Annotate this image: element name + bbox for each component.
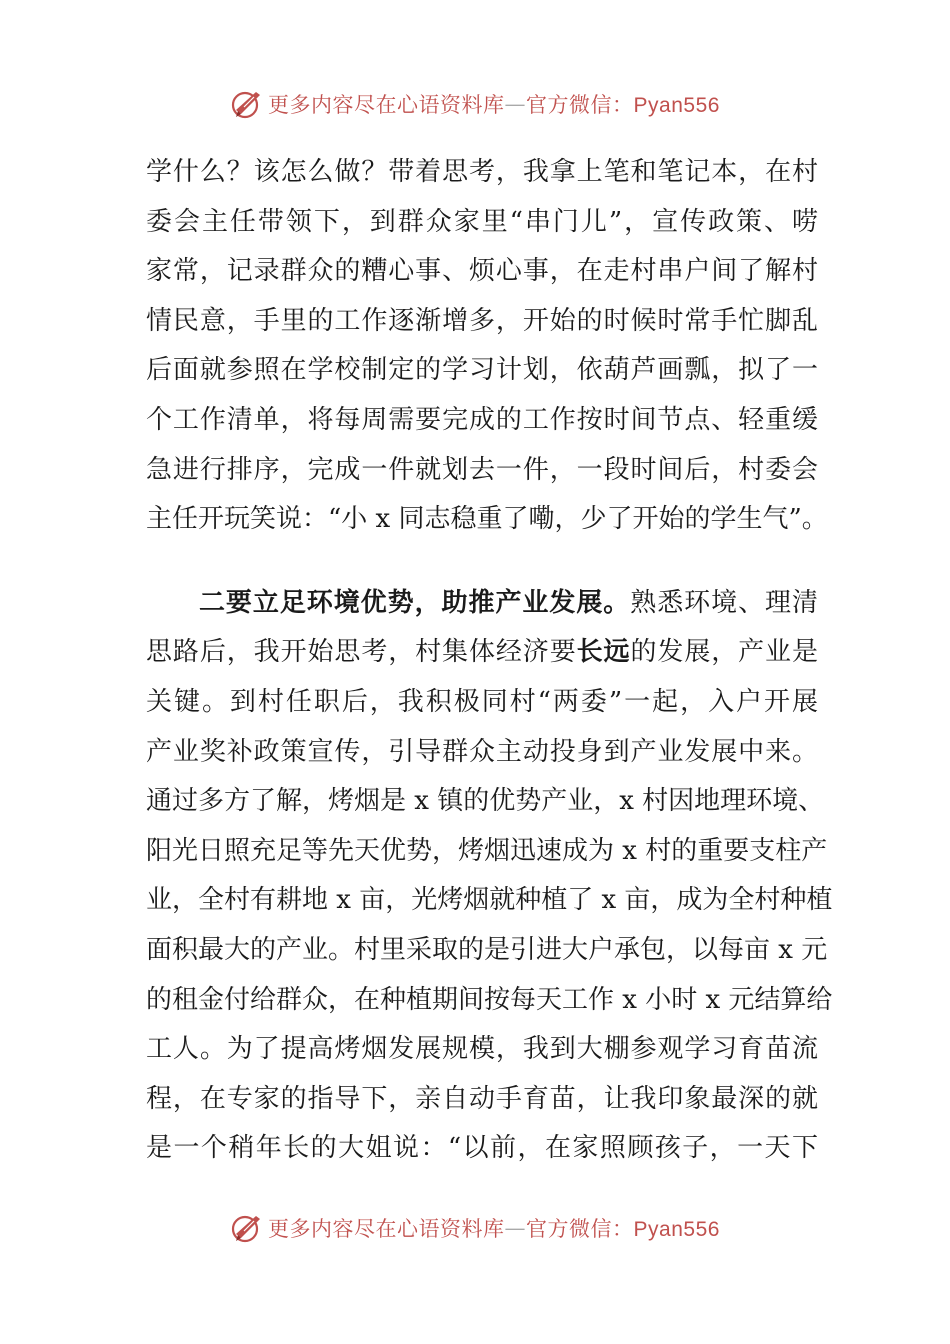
text-segment: 熟悉环境、理清 [630, 587, 818, 618]
watermark-library-text: 更多内容尽在心语资料库 [268, 1217, 505, 1241]
text-line: 学什么？该怎么做？带着思考，我拿上笔和笔记本，在村 [146, 157, 818, 187]
pen-nib-circle-logo-icon [230, 1211, 264, 1245]
watermark-account-text: 官方微信：Pyan556 [526, 1218, 720, 1241]
text-line: 通过多方了解，烤烟是 x 镇的优势产业，x 村因地理环境、 [146, 786, 825, 817]
pen-nib-circle-logo-icon [230, 87, 264, 121]
document-body [146, 148, 833, 1174]
footer-watermark [0, 1208, 950, 1248]
paragraph-2 [146, 579, 833, 1174]
text-line: 产业奖补政策宣传，引导群众主动投身到产业发展中来。 [146, 736, 818, 767]
text-line: 是一个稍年长的大姐说：“以前，在家照顾孩子，一天下 [146, 1133, 818, 1164]
text-line: 阳光日照充足等先天优势，烤烟迅速成为 x 村的重要支柱产 [146, 835, 828, 866]
paragraph-1 [146, 148, 828, 545]
text-line: 情民意，手里的工作逐渐增多，开始的时候时常手忙脚乱 [146, 305, 818, 336]
text-line: 主任开玩笑说：“小 x 同志稳重了嘞，少了开始的学生气”。 [146, 504, 828, 535]
text-line: 业，全村有耕地 x 亩，光烤烟就种植了 x 亩，成为全村种植 [146, 885, 833, 916]
text-line: 关键。到村任职后，我积极同村“两委”一起，入户开展 [146, 686, 818, 717]
text-line: 急进行排序，完成一件就划去一件，一段时间后，村委会 [146, 454, 818, 485]
text-line-with-heading [146, 579, 818, 629]
text-line: 后面就参照在学校制定的学习计划，依葫芦画瓢，拟了一 [146, 355, 818, 386]
text-line: 程，在专家的指导下，亲自动手育苗，让我印象最深的就 [146, 1083, 818, 1114]
text-line: 工人。为了提高烤烟发展规模，我到大棚参观学习育苗流 [146, 1034, 818, 1065]
watermark-library-text: 更多内容尽在心语资料库 [268, 93, 505, 117]
text-segment: 的发展，产业是 [630, 637, 818, 668]
text-segment: 思路后，我开始思考，村集体经济要 [146, 637, 577, 668]
watermark-account-text: 官方微信：Pyan556 [526, 94, 720, 117]
text-line [146, 628, 818, 678]
paragraph-gap [146, 545, 818, 579]
watermark-separator: — [504, 92, 527, 116]
text-line: 的租金付给群众，在种植期间按每天工作 x 小时 x 元结算给 [146, 984, 833, 1015]
watermark-separator: — [504, 1216, 527, 1240]
text-line: 委会主任带领下，到群众家里“串门儿”，宣传政策、唠 [146, 206, 818, 237]
text-line: 个工作清单，将每周需要完成的工作按时间节点、轻重缓 [146, 404, 818, 435]
text-line: 家常，记录群众的糟心事、烦心事，在走村串户间了解村 [146, 256, 818, 287]
header-watermark [0, 84, 950, 124]
section-heading: 二要立足环境优势，助推产业发展。 [198, 587, 631, 618]
text-line: 面积最大的产业。村里采取的是引进大户承包，以每亩 x 元 [146, 934, 828, 965]
bold-keyword: 长远 [576, 637, 631, 668]
